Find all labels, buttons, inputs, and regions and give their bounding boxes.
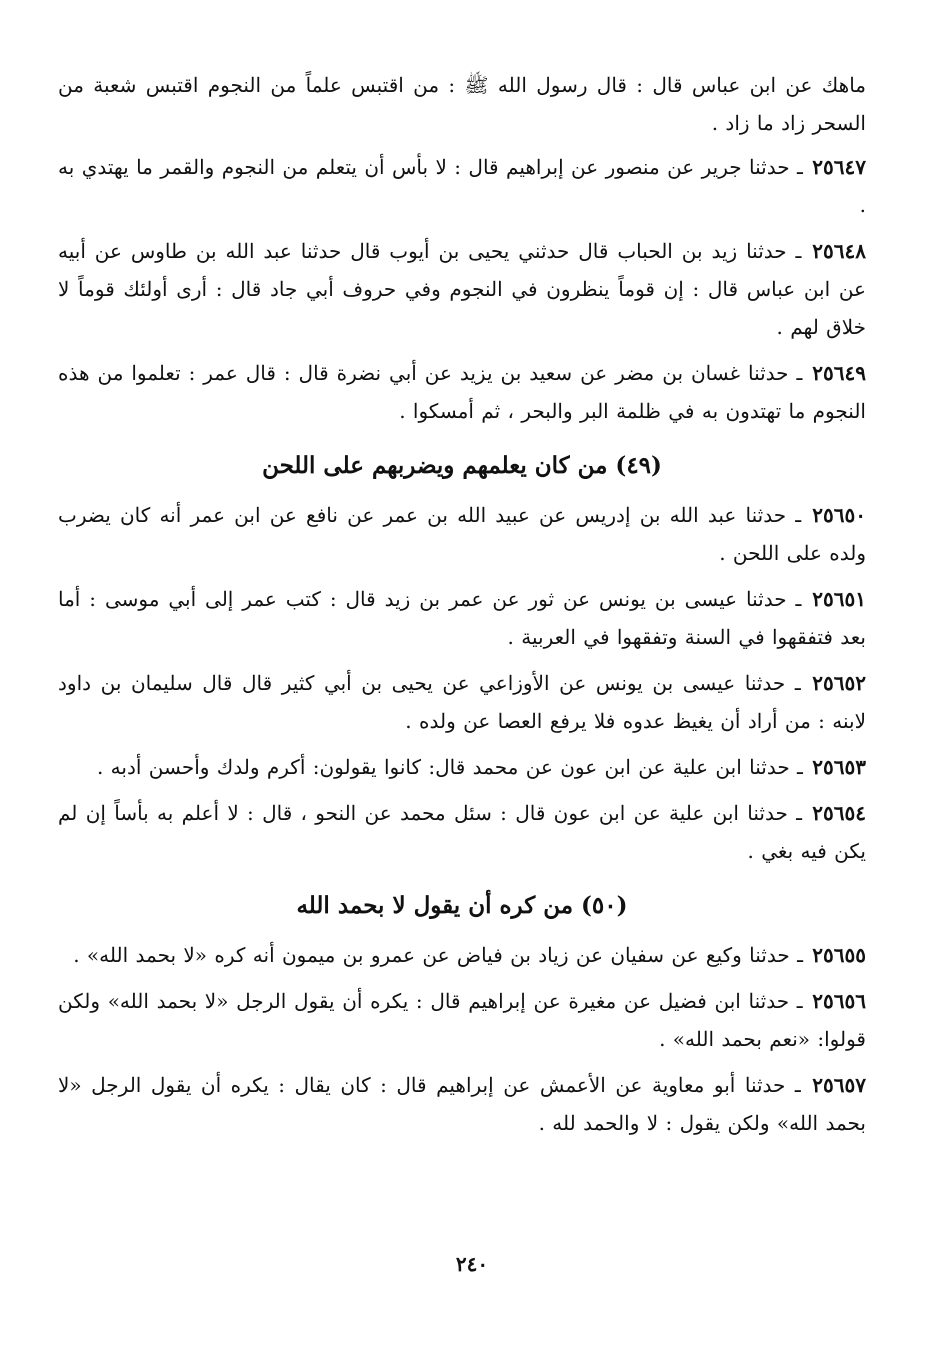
hadith-25652 [58, 664, 866, 740]
paragraph-text: ـ حدثنا وكيع عن سفيان عن زياد بن فياض عن عمرو بن ميمون أنه كره «لا بحمد الله» . [73, 943, 803, 967]
hadith-number: ٢٥٦٥٥ [812, 943, 866, 967]
hadith-number: ٢٥٦٥٠ [812, 503, 866, 527]
hadith-number: ٢٥٦٥٢ [812, 671, 866, 695]
paragraph-text: ـ حدثنا غسان بن مضر عن سعيد بن يزيد عن أبي نضرة قال : قال عمر : تعلموا من هذه النجوم ما تهتدون به في ظلمة البر والبحر ، ثم أمسكوا . [58, 361, 866, 423]
hadith-25656 [58, 982, 866, 1058]
hadith-number: ٢٥٦٥١ [812, 587, 866, 611]
paragraph-text: ماهك عن ابن عباس قال : قال رسول الله ﷺ : من اقتبس علماً من النجوم اقتبس شعبة من السحر زاد ما زاد . [58, 73, 866, 135]
paragraph-continuation [58, 66, 866, 142]
hadith-25655 [58, 936, 866, 974]
paragraph-text: ـ حدثنا عيسى بن يونس عن ثور عن عمر بن زيد قال : كتب عمر إلى أبي موسى : أما بعد فتفقهوا في السنة وتفقهوا في العربية . [58, 587, 866, 649]
paragraph-text: ـ حدثنا ابن علية عن ابن عون قال : سئل محمد عن النحو ، قال : لا أعلم به بأساً إن لم يكن فيه بغي . [58, 801, 866, 863]
hadith-25650 [58, 496, 866, 572]
hadith-25657 [58, 1066, 866, 1142]
hadith-number: ٢٥٦٤٧ [812, 155, 866, 179]
hadith-25654 [58, 794, 866, 870]
hadith-25648 [58, 232, 866, 346]
hadith-number: ٢٥٦٥٧ [812, 1073, 867, 1097]
hadith-25651 [58, 580, 866, 656]
paragraph-text: ـ حدثنا ابن علية عن ابن عون عن محمد قال: كانوا يقولون: أكرم ولدك وأحسن أدبه . [96, 755, 803, 779]
hadith-number: ٢٥٦٥٦ [812, 989, 867, 1013]
paragraph-text: ـ حدثنا جرير عن منصور عن إبراهيم قال : لا بأس أن يتعلم من النجوم والقمر ما يهتدي به . [58, 155, 866, 217]
hadith-number: ٢٥٦٤٩ [812, 361, 867, 385]
page-number: ٢٤٠ [455, 1252, 489, 1276]
chapter-heading-49: (٤٩) من كان يعلمهم ويضربهم على اللحن [262, 452, 662, 479]
hadith-25647 [58, 148, 866, 224]
paragraph-text: ـ حدثنا ابن فضيل عن مغيرة عن إبراهيم قال : يكره أن يقول الرجل «لا بحمد الله» ولكن قولوا: «نعم بحمد الله» . [58, 989, 866, 1051]
paragraph-text: ـ حدثنا عبد الله بن إدريس عن عبيد الله بن عمر عن نافع عن ابن عمر أنه كان يضرب ولده على اللحن . [58, 503, 866, 565]
paragraph-text: ـ حدثنا أبو معاوية عن الأعمش عن إبراهيم قال : كان يقال : يكره أن يقول الرجل «لا بحمد الله» ولكن يقول : لا والحمد لله . [58, 1073, 866, 1135]
hadith-number: ٢٥٦٤٨ [812, 239, 867, 263]
hadith-25649 [58, 354, 866, 430]
hadith-number: ٢٥٦٥٣ [812, 755, 866, 779]
hadith-number: ٢٥٦٥٤ [812, 801, 866, 825]
hadith-25653 [58, 748, 866, 786]
page-body [58, 66, 866, 1306]
chapter-heading-50: (٥٠) من كره أن يقول لا بحمد الله [296, 892, 628, 919]
paragraph-text: ـ حدثنا عيسى بن يونس عن الأوزاعي عن يحيى بن أبي كثير قال قال سليمان بن داود لابنه : من أراد أن يغيظ عدوه فلا يرفع العصا عن ولده . [58, 671, 866, 733]
paragraph-text: ـ حدثنا زيد بن الحباب قال حدثني يحيى بن أيوب قال حدثنا عبد الله بن طاوس عن أبيه عن ابن عباس قال : إن قوماً ينظرون في النجوم وفي حروف أبي جاد قال : أرى أولئك قوماً لا خلاق لهم . [58, 239, 866, 339]
